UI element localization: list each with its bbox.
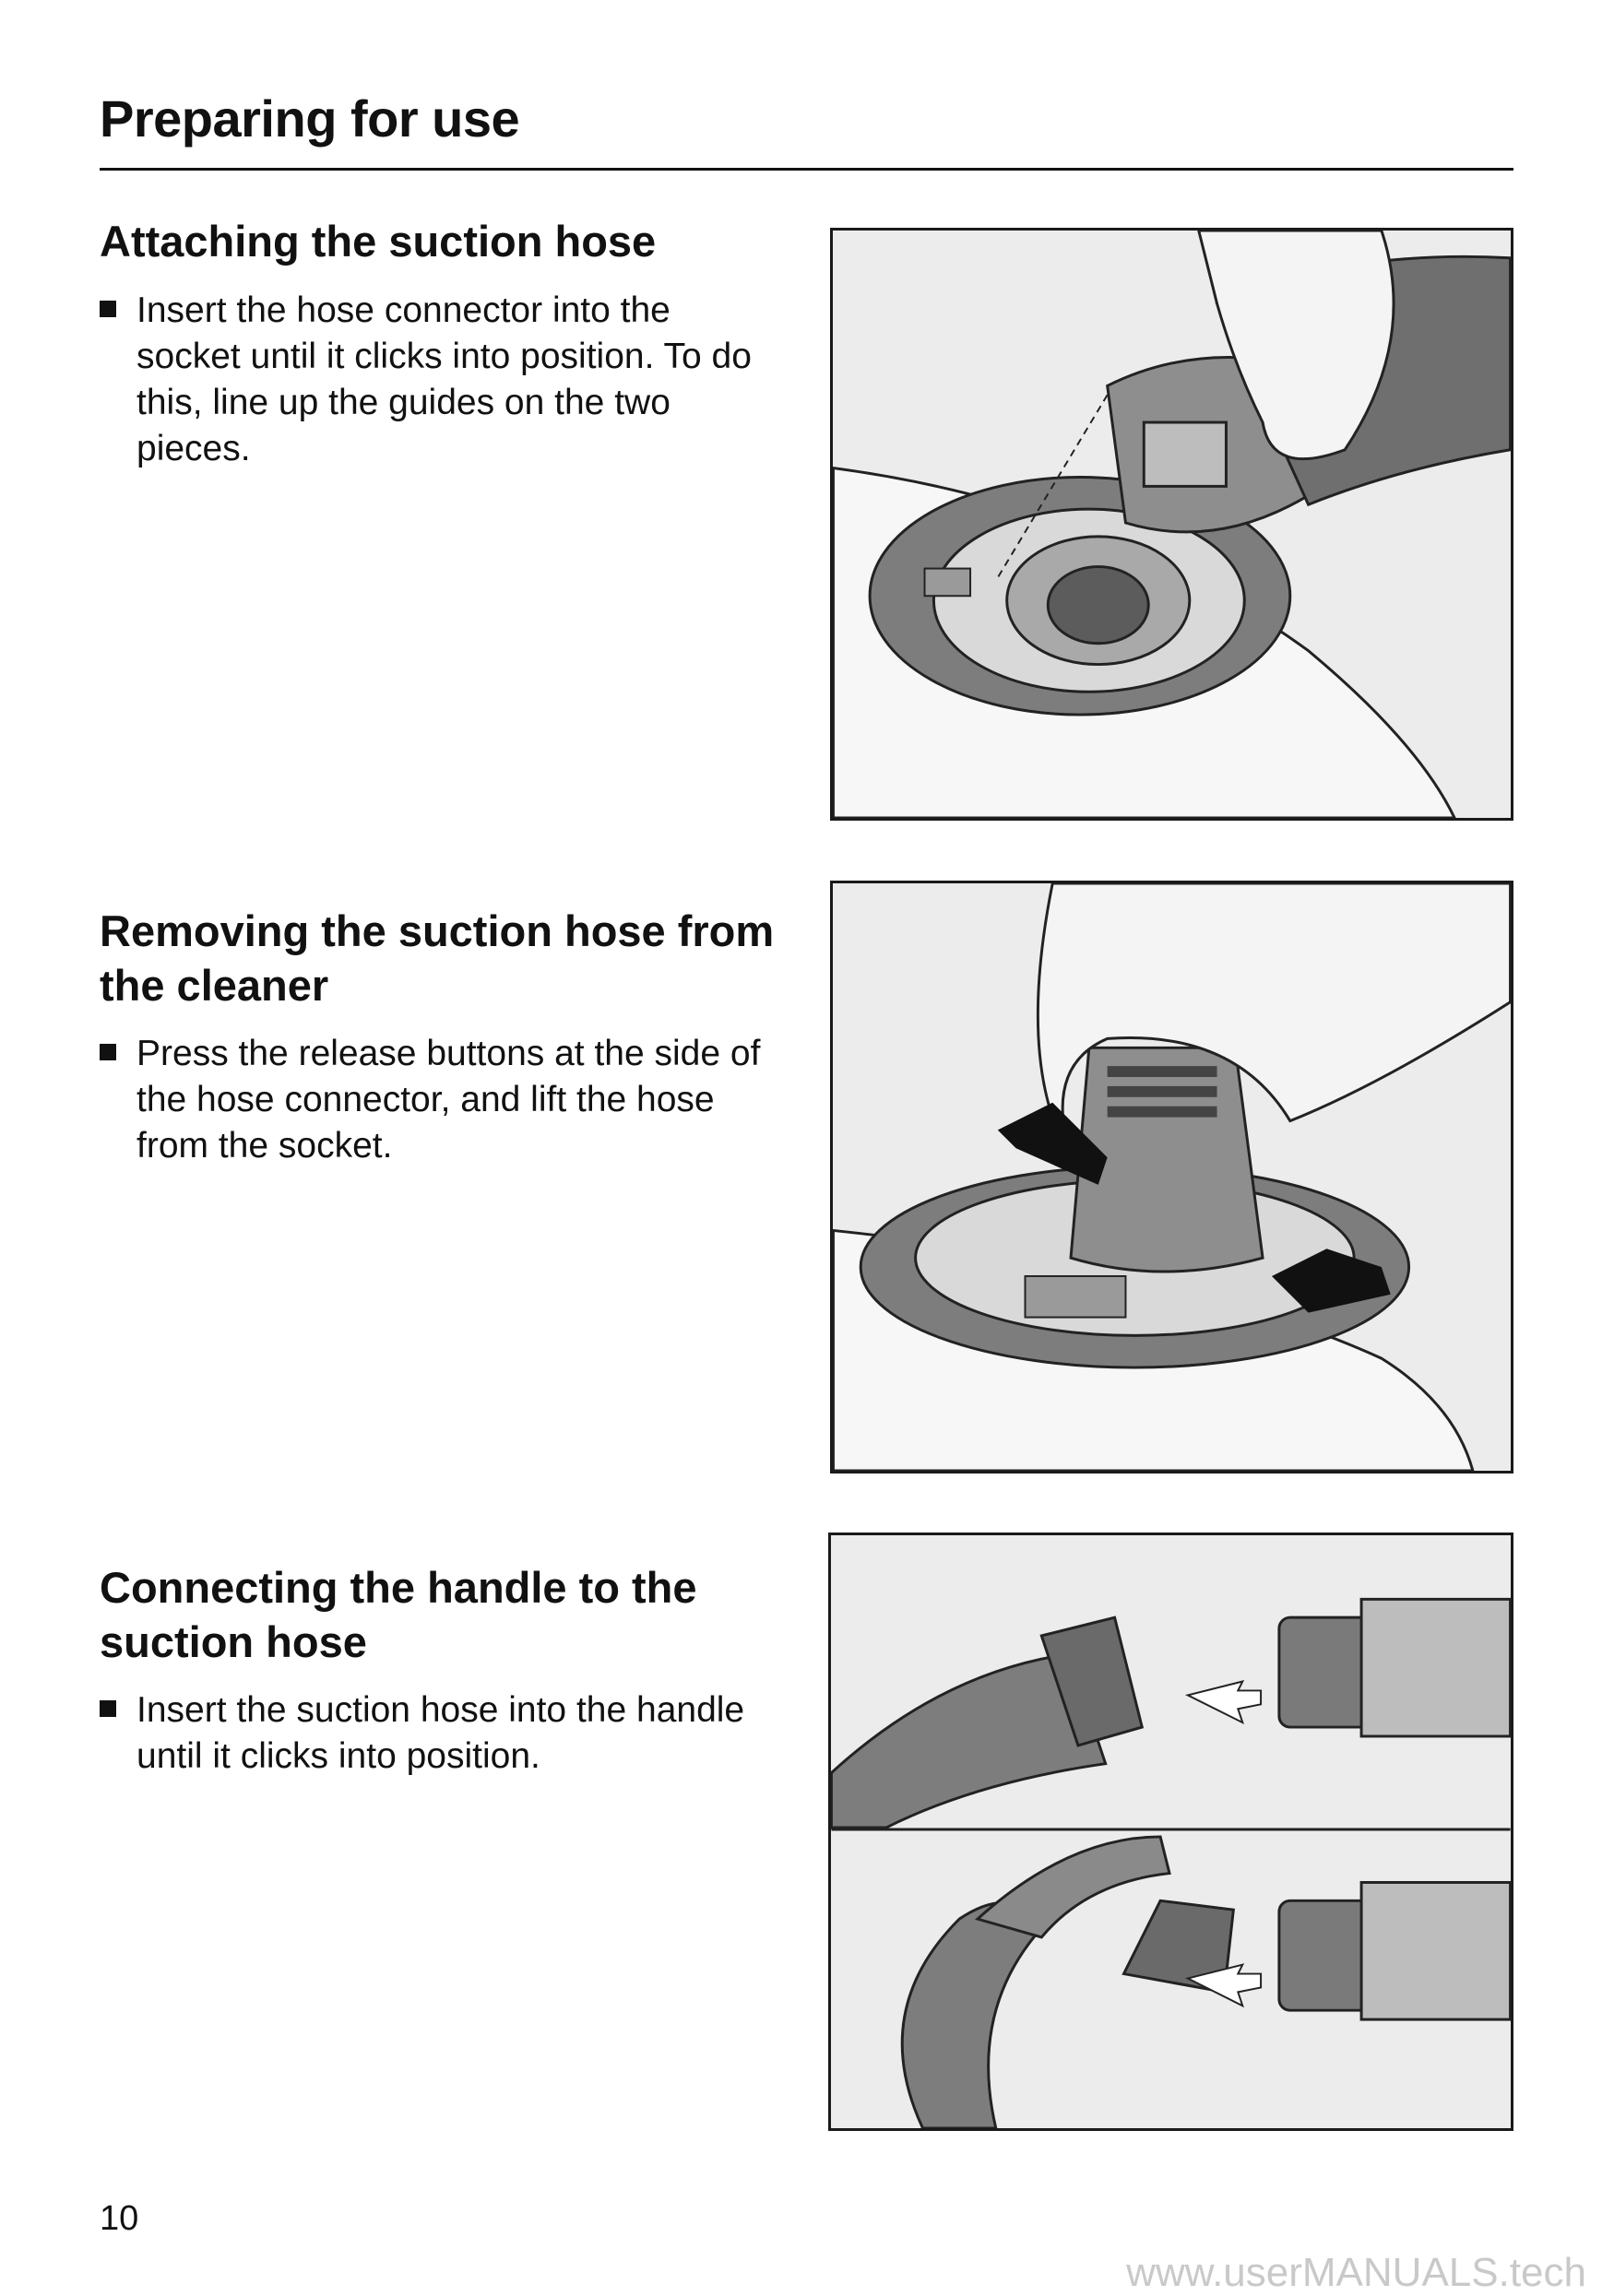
- section-heading-removing: Removing the suction hose from the cleaner: [100, 906, 775, 1010]
- instruction-text: Press the release buttons at the side of the hose connector, and lift the hose from the socket.: [136, 1034, 761, 1166]
- illustration-removing-hose: [830, 881, 1513, 1473]
- instruction-attaching: [100, 288, 782, 472]
- page-title: Preparing for use: [100, 89, 520, 148]
- section-heading-connecting: Connecting the handle to the suction hose: [100, 1563, 697, 1666]
- instruction-text: Insert the suction hose into the handle until it clicks into position.: [136, 1690, 745, 1776]
- hose-attach-drawing: [833, 231, 1511, 818]
- handle-connect-drawing: [831, 1535, 1511, 2128]
- watermark: www.userMANUALS.tech: [1126, 2250, 1586, 2295]
- instruction-removing: [100, 1031, 782, 1169]
- illustration-attaching-hose: [830, 228, 1513, 821]
- page-number: 10: [100, 2199, 139, 2238]
- title-divider: [100, 168, 1513, 171]
- bullet-icon: [100, 1700, 116, 1717]
- illustration-connecting-handle: [828, 1533, 1513, 2131]
- section-heading-attaching: Attaching the suction hose: [100, 217, 657, 266]
- bullet-icon: [100, 1044, 116, 1060]
- bullet-icon: [100, 301, 116, 317]
- instruction-connecting: [100, 1687, 782, 1780]
- hose-remove-drawing: [833, 883, 1511, 1471]
- instruction-text: Insert the hose connector into the socket until it clicks into position. To do this, line up the guides on the two pieces.: [136, 290, 752, 468]
